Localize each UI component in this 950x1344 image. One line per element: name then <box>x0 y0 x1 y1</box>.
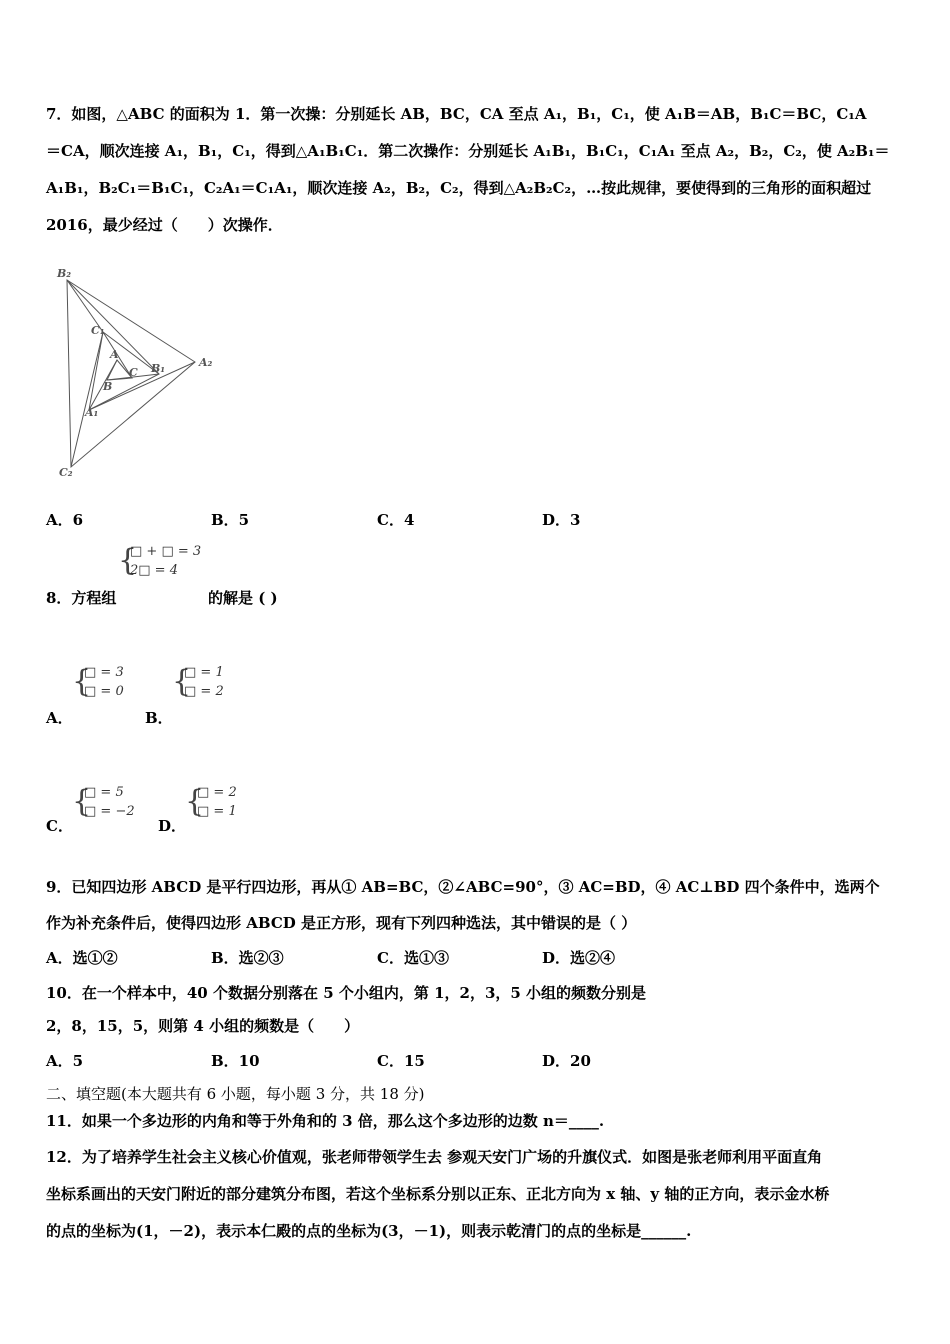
triangle-a1b1c1 <box>89 332 159 410</box>
q10-option-a[interactable]: A．5 <box>46 1052 84 1070</box>
label-b2: B₂ <box>57 267 72 280</box>
label-c1: C₁ <box>91 324 105 337</box>
q8-a-line-1: □ = 3 <box>84 665 124 680</box>
question-11: 11．如果一个多边形的内角和等于外角和的 3 倍，那么这个多边形的边数 n＝____. <box>46 1112 605 1130</box>
q10-line-1: 10．在一个样本中，40 个数据分别落在 5 个小组内，第 1，2，3，5 小组的频数分别是 <box>46 984 647 1002</box>
label-b: B <box>103 380 113 393</box>
q10-option-b[interactable]: B．10 <box>211 1052 260 1070</box>
brace-icon: { <box>72 664 92 699</box>
q8-option-b-label: B． <box>145 709 173 727</box>
q7-option-a[interactable]: A．6 <box>46 511 84 529</box>
q8-option-b-system <box>172 664 242 704</box>
q10-option-c[interactable]: C．15 <box>377 1052 425 1070</box>
q8-d-line-1: □ = 2 <box>197 785 237 800</box>
brace-icon: { <box>172 664 192 699</box>
brace-icon: { <box>72 784 92 819</box>
q8-option-d-label: D． <box>158 817 187 835</box>
label-a2: A₂ <box>199 356 213 369</box>
q7-option-b[interactable]: B．5 <box>211 511 250 529</box>
section-2-title: 二、填空题(本大题共有 6 小题，每小题 3 分，共 18 分) <box>46 1085 425 1103</box>
q12-line-2: 坐标系画出的天安门附近的部分建筑分布图，若这个坐标系分别以正东、正北方向为 x 轴、y 轴的正方向，表示金水桥 <box>46 1185 830 1203</box>
q10-option-d[interactable]: D．20 <box>542 1052 591 1070</box>
q8-b-line-1: □ = 1 <box>184 665 224 680</box>
brace-icon: { <box>185 784 205 819</box>
q8-c-line-1: □ = 5 <box>84 785 124 800</box>
q8-stem-suffix: 的解是 ( ) <box>208 589 278 607</box>
label-a1: A₁ <box>85 406 99 419</box>
q12-line-1: 12．为了培养学生社会主义核心价值观，张老师带领学生去 参观天安门广场的升旗仪式．如图是张老师利用平面直角 <box>46 1148 823 1166</box>
q7-line-2: ＝CA，顺次连接 A₁，B₁，C₁，得到△A₁B₁C₁．第二次操作：分别延长 A₁B₁，B₁C₁，C₁A₁ 至点 A₂，B₂，C₂，使 A₂B₁＝ <box>46 142 890 160</box>
q7-option-d[interactable]: D．3 <box>542 511 581 529</box>
q8-stem-prefix: 8．方程组 <box>46 589 117 607</box>
q7-line-3: A₁B₁，B₂C₁＝B₁C₁，C₂A₁＝C₁A₁，顺次连接 A₂，B₂，C₂，得到△A₂B₂C₂，…按此规律，要使得到的三角形的面积超过 <box>46 179 872 197</box>
q8-b-line-2: □ = 2 <box>184 684 224 699</box>
q10-line-2: 2，8，15，5，则第 4 小组的频数是（ ） <box>46 1017 360 1035</box>
q9-option-b[interactable]: B．选②③ <box>211 949 284 967</box>
q9-option-d[interactable]: D．选②④ <box>542 949 616 967</box>
q7-triangle-figure <box>55 262 225 482</box>
q8-d-line-2: □ = 1 <box>197 804 237 819</box>
q9-line-2: 作为补充条件后，使得四边形 ABCD 是正方形，现有下列四种选法，其中错误的是（ ） <box>46 914 637 932</box>
q8-equation-2: 2□ = 4 <box>130 563 178 578</box>
q12-line-3: 的点的坐标为(1，－2)，表示本仁殿的点的坐标为(3，－1)，则表示乾清门的点的坐标是______. <box>46 1222 692 1240</box>
q7-option-c[interactable]: C．4 <box>377 511 415 529</box>
label-c: C <box>129 366 138 379</box>
label-b1: B₁ <box>151 362 166 375</box>
brace-icon: { <box>118 543 138 578</box>
q8-option-d-system <box>185 784 255 824</box>
q8-c-line-2: □ = −2 <box>84 804 135 819</box>
q8-a-line-2: □ = 0 <box>84 684 124 699</box>
q9-line-1: 9．已知四边形 ABCD 是平行四边形，再从① AB=BC，②∠ABC=90°，③ AC=BD，④ AC⊥BD 四个条件中，选两个 <box>46 878 880 896</box>
q8-equation-1: □ + □ = 3 <box>130 544 202 559</box>
q7-line-4: 2016，最少经过（ ）次操作． <box>46 216 283 234</box>
q8-option-c-system <box>72 784 152 824</box>
label-a: A <box>110 348 119 361</box>
q9-option-c[interactable]: C．选①③ <box>377 949 449 967</box>
q8-option-a-label: A． <box>46 709 73 727</box>
q9-option-a[interactable]: A．选①② <box>46 949 118 967</box>
q8-option-c-label: C． <box>46 817 73 835</box>
q8-option-a-system <box>72 664 142 704</box>
label-c2: C₂ <box>59 466 73 479</box>
q7-line-1: 7．如图，△ABC 的面积为 1．第一次操：分别延长 AB，BC，CA 至点 A₁，B₁，C₁，使 A₁B＝AB，B₁C＝BC，C₁A <box>46 105 867 123</box>
q8-equation-system <box>118 543 218 583</box>
